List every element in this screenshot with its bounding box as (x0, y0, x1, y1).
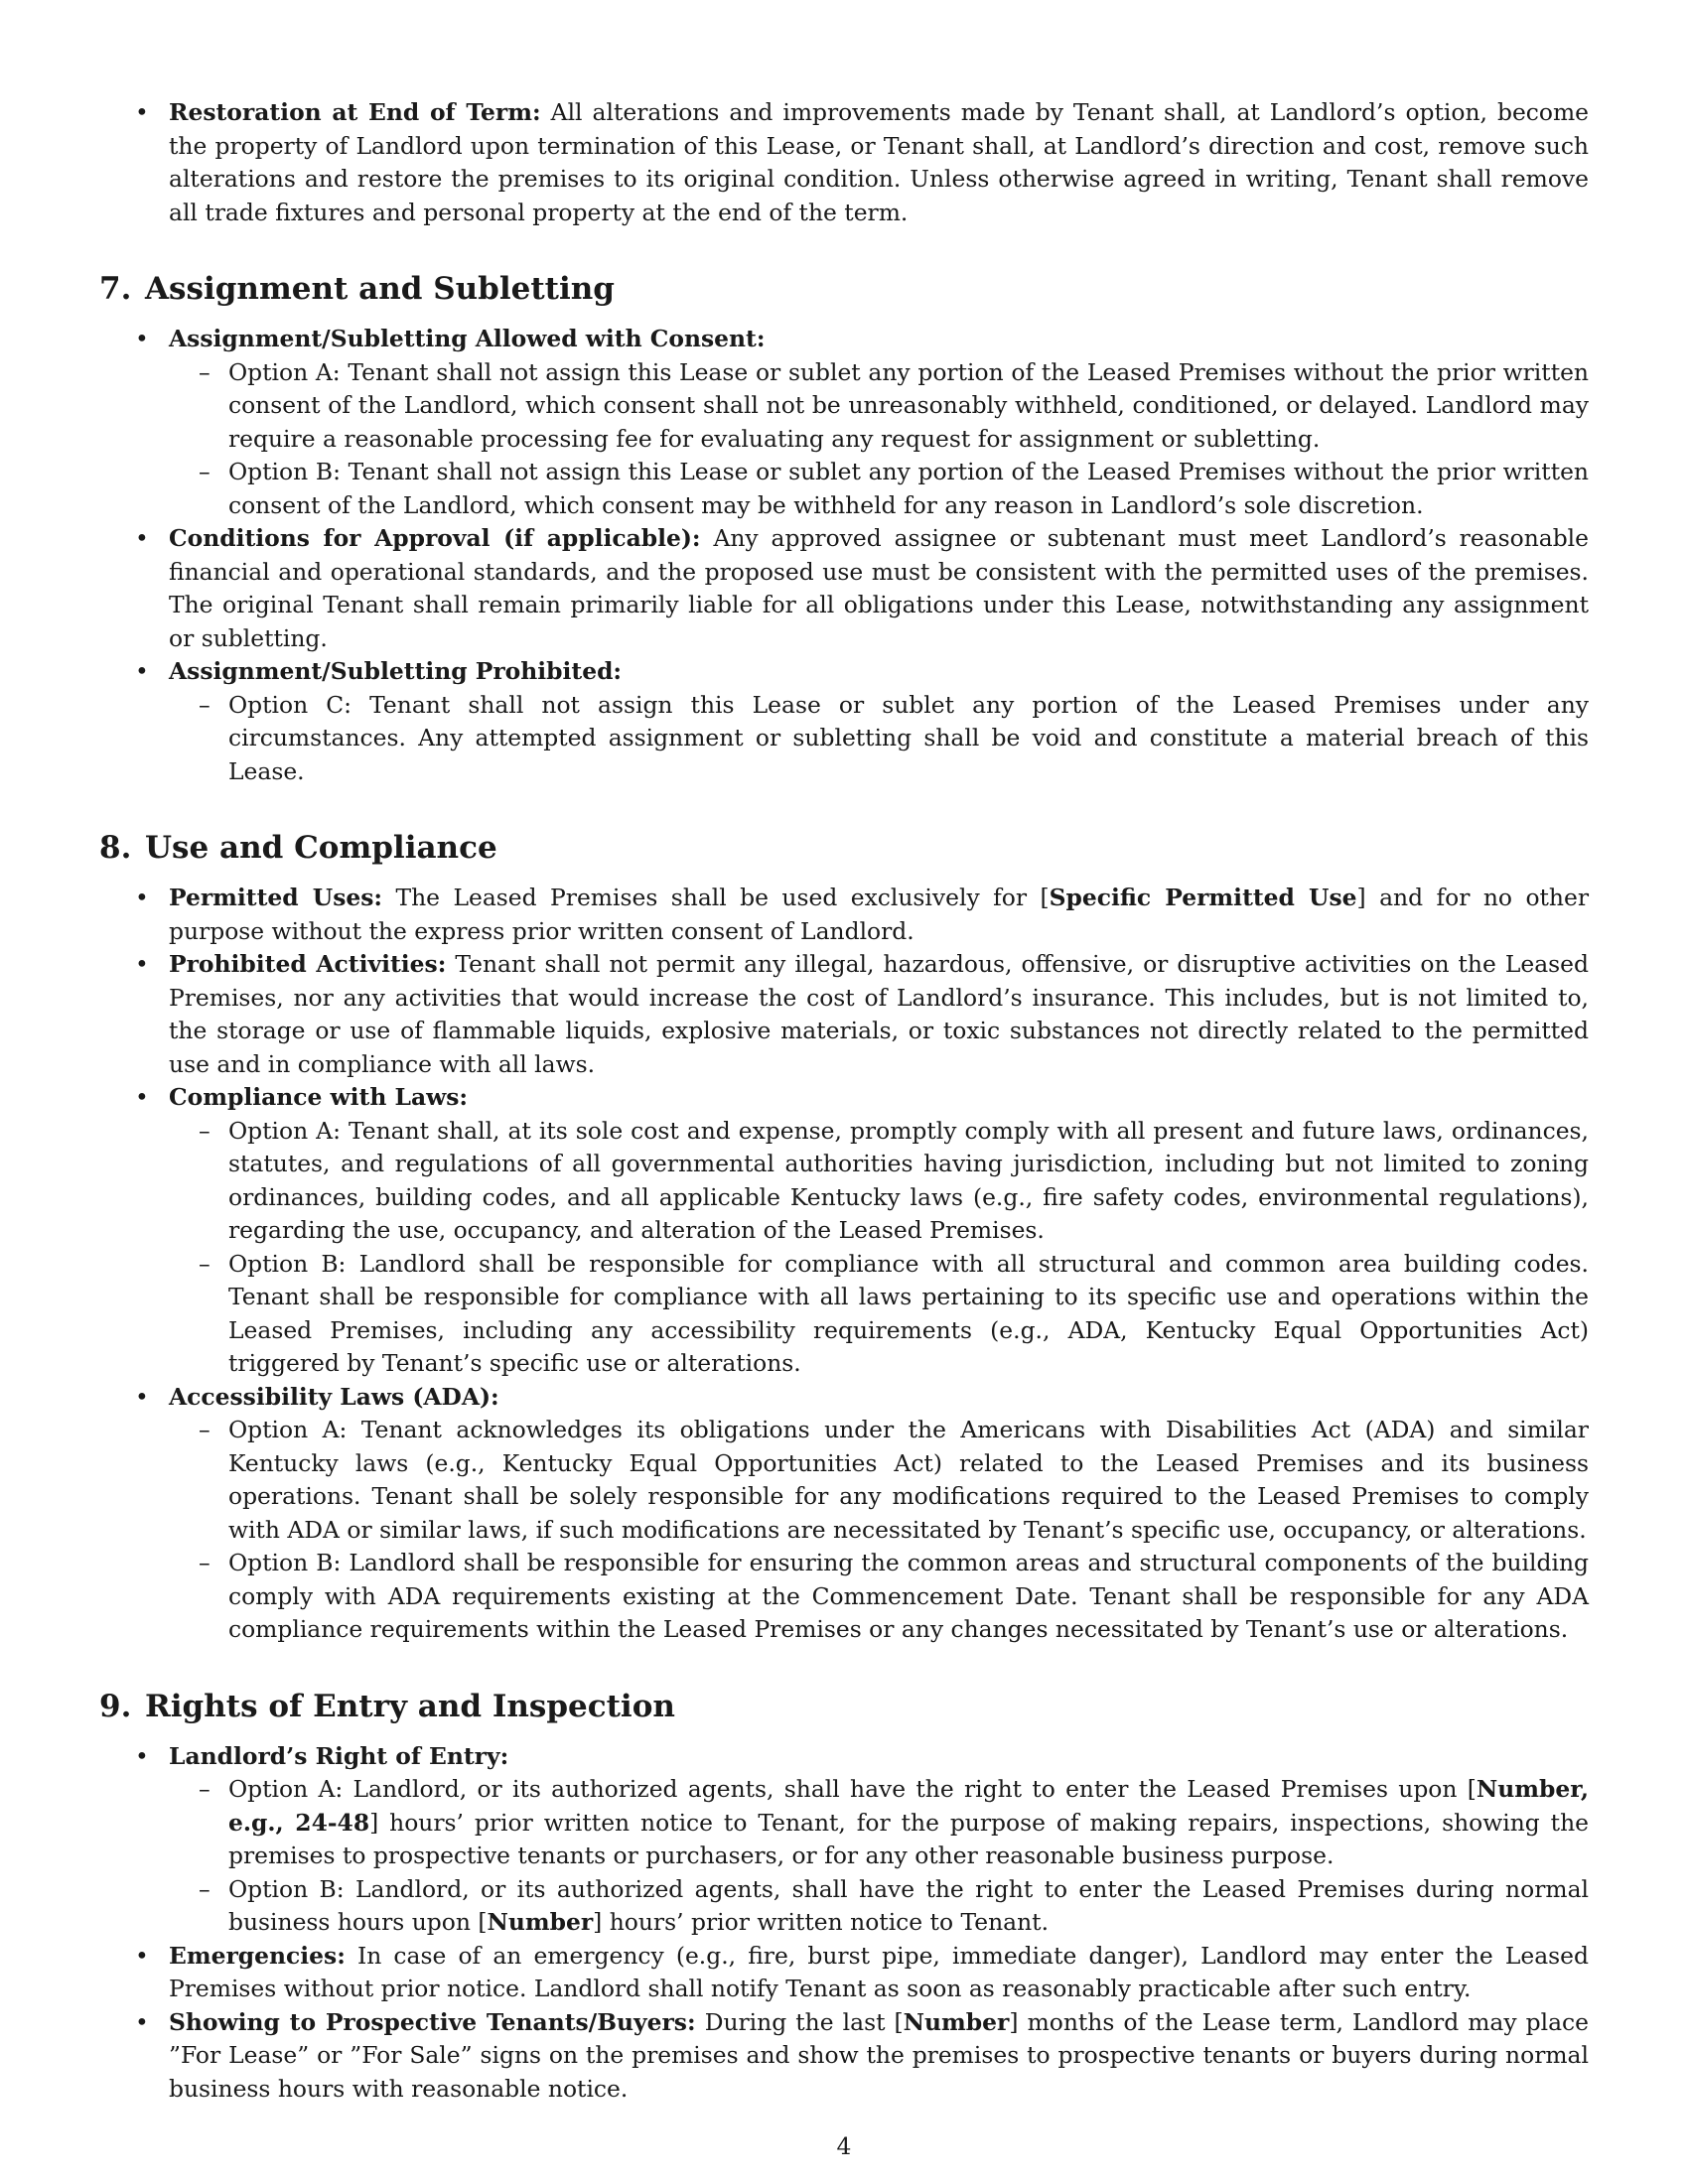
bullet-icon: • (135, 657, 149, 685)
item-label: Emergencies: (169, 1941, 346, 1970)
prohibited-options (169, 689, 1589, 789)
list-item-prohibited (99, 655, 1589, 788)
item-text: During the last [ (704, 2007, 904, 2036)
list-item-restoration (99, 96, 1589, 229)
section-heading-7 (99, 269, 1589, 309)
option-text: Option B: Landlord shall be responsible for compliance with all structural and common area building codes. Tenant shall be responsible for compliance with all laws pertaining to its specific use and operations within the Leased Premises, including any accessibility requirements (e.g., ADA, Kentucky Equal Opportunities Act) triggered by Tenant’s specific use or alterations. (228, 1249, 1589, 1377)
option-text: Option C: Tenant shall not assign this Lease or sublet any portion of the Leased Premises under any circumstances. Any attempted assignment or subletting shall be void and constitute a material breach of this Lease. (228, 690, 1589, 785)
dash-icon: – (199, 458, 211, 485)
section-title: Rights of Entry and Inspection (145, 1688, 675, 1724)
placeholder-field: Specific Permitted Use (1049, 884, 1357, 911)
option-text: ] hours’ prior written notice to Tenant, for the purpose of making repairs, inspections, showing the premises to prospective tenants or purchasers, or for any other reasonable business purpose. (228, 1808, 1589, 1869)
restoration-list (99, 96, 1589, 229)
compliance-options (169, 1115, 1589, 1381)
list-item-prohibited-activities (99, 948, 1589, 1081)
bullet-icon: • (135, 1382, 149, 1411)
item-label: Restoration at End of Term: (169, 98, 541, 126)
item-label: Assignment/Subletting Prohibited: (169, 657, 623, 685)
list-item-right-of-entry (99, 1740, 1589, 1940)
dash-icon: – (199, 1116, 211, 1145)
option-text: Option B: Landlord, or its authorized agents, shall have the right to enter the Leased Premises during normal business hours upon [ (228, 1874, 1589, 1936)
page-number: 4 (836, 2132, 852, 2160)
placeholder-field: Number (487, 1908, 594, 1936)
option-text: Option A: Tenant shall, at its sole cost and expense, promptly comply with all present and future laws, ordinances, statutes, and regulations of all governmental authorities having jurisdiction, including but not limited to zoning ordinances, building codes, and all applicable Kentucky laws (e.g., fire safety codes, environmental regulations), regarding the use, occupancy, and alteration of the Leased Premises. (228, 1116, 1589, 1244)
item-label: Landlord’s Right of Entry: (169, 1741, 509, 1770)
dash-icon: – (199, 1249, 211, 1278)
bullet-icon: • (135, 1741, 149, 1770)
bullet-icon: • (135, 884, 149, 911)
option-a (169, 1115, 1589, 1248)
dash-icon: – (199, 1549, 211, 1576)
option-a (169, 1773, 1589, 1873)
option-b (169, 456, 1589, 522)
dash-icon: – (199, 357, 211, 386)
placeholder-field: Number (903, 2007, 1010, 2036)
section-number: 8. (99, 830, 132, 866)
dash-icon: – (199, 1874, 211, 1903)
bullet-icon: • (135, 524, 149, 552)
section-9-list (99, 1740, 1589, 2107)
dash-icon: – (199, 1416, 211, 1443)
bullet-icon: • (135, 2007, 149, 2036)
ada-options (169, 1414, 1589, 1647)
section-title: Use and Compliance (145, 830, 497, 866)
list-item-conditions (99, 522, 1589, 655)
item-text: The Leased Premises shall be used exclusively for [ (395, 884, 1050, 911)
option-text: Option A: Tenant shall not assign this Lease or sublet any portion of the Leased Premises without the prior written consent of the Landlord, which consent shall not be unreasonably withheld, conditioned, or delayed. Landlord may require a reasonable processing fee for evaluating any request for assignment or subletting. (228, 357, 1589, 453)
dash-icon: – (199, 690, 211, 719)
section-8-list (99, 882, 1589, 1647)
section-heading-9 (99, 1687, 1589, 1726)
item-text: In case of an emergency (e.g., fire, burst pipe, immediate danger), Landlord may enter the Leased Premises without prior notice. Landlord shall notify Tenant as soon as reasonably practicable after such entry. (169, 1941, 1589, 2002)
option-c (169, 689, 1589, 789)
item-label: Compliance with Laws: (169, 1083, 469, 1111)
option-b (169, 1547, 1589, 1647)
bullet-icon: • (135, 950, 149, 978)
bullet-icon: • (135, 325, 149, 352)
list-item-consent (99, 323, 1589, 522)
dash-icon: – (199, 1775, 211, 1803)
item-label: Conditions for Approval (if applicable): (169, 524, 701, 552)
section-7-list (99, 323, 1589, 788)
option-text: Option B: Landlord shall be responsible for ensuring the common areas and structural components of the building comply with ADA requirements existing at the Commencement Date. Tenant shall be responsible for any ADA compliance requirements within the Leased Premises or any changes necessitated by Tenant’s use or alterations. (228, 1549, 1589, 1643)
section-title: Assignment and Subletting (145, 271, 615, 307)
item-text: Any approved assignee or subtenant must meet Landlord’s reasonable financial and operational standards, and the proposed use must be consistent with the permitted uses of the premises. The original Tenant shall remain primarily liable for all obligations under this Lease, notwithstanding any assignment or subletting. (169, 524, 1589, 652)
bullet-icon: • (135, 98, 149, 126)
list-item-compliance (99, 1081, 1589, 1381)
list-item-emergencies (99, 1940, 1589, 2006)
option-b (169, 1873, 1589, 1940)
option-text: Option A: Tenant acknowledges its obligations under the Americans with Disabilities Act (ADA) and similar Kentucky laws (e.g., Kentucky Equal Opportunities Act) related to the Leased Premises and its business operations. Tenant shall be solely responsible for any modifications required to the Leased Premises to comply with ADA or similar laws, if such modifications are necessitated by Tenant’s specific use, occupancy, or alterations. (228, 1416, 1589, 1544)
option-a (169, 1414, 1589, 1547)
item-label: Accessibility Laws (ADA): (169, 1382, 499, 1411)
bullet-icon: • (135, 1083, 149, 1111)
section-number: 7. (99, 271, 132, 307)
bullet-icon: • (135, 1941, 149, 1970)
entry-options (169, 1773, 1589, 1940)
list-item-permitted-uses (99, 882, 1589, 948)
item-text: ] months of the Lease term, Landlord may place ”For Lease” or ”For Sale” signs on the premises and show the premises to prospective tenants or buyers during normal business hours with reasonable notice. (169, 2007, 1589, 2103)
item-label: Showing to Prospective Tenants/Buyers: (169, 2007, 696, 2036)
list-item-ada (99, 1381, 1589, 1647)
item-label: Prohibited Activities: (169, 950, 447, 978)
option-b (169, 1248, 1589, 1381)
document-page (99, 96, 1589, 2106)
section-number: 9. (99, 1688, 132, 1724)
item-text: Tenant shall not permit any illegal, hazardous, offensive, or disruptive activities on the Leased Premises, nor any activities that would increase the cost of Landlord’s insurance. This includes, but is not limited to, the storage or use of flammable liquids, explosive materials, or toxic substances not directly related to the permitted use and in compliance with all laws. (169, 950, 1589, 1078)
item-label: Assignment/Subletting Allowed with Consent: (169, 325, 766, 352)
option-text: Option A: Landlord, or its authorized agents, shall have the right to enter the Leased Premises upon [ (228, 1775, 1477, 1803)
option-a (169, 356, 1589, 457)
option-text: ] hours’ prior written notice to Tenant. (593, 1908, 1050, 1936)
list-item-showing (99, 2006, 1589, 2107)
section-heading-8 (99, 828, 1589, 868)
item-text: ] and for no other purpose without the express prior written consent of Landlord. (169, 884, 1590, 945)
item-label: Permitted Uses: (169, 884, 383, 911)
consent-options (169, 356, 1589, 523)
placeholder-field: Number, e.g., 24-48 (228, 1775, 1589, 1837)
option-text: Option B: Tenant shall not assign this Lease or sublet any portion of the Leased Premises without the prior written consent of the Landlord, which consent may be withheld for any reason in Landlord’s sole discretion. (228, 458, 1589, 519)
item-text: All alterations and improvements made by Tenant shall, at Landlord’s option, become the property of Landlord upon termination of this Lease, or Tenant shall, at Landlord’s direction and cost, remove such alterations and restore the premises to its original condition. Unless otherwise agreed in writing, Tenant shall remove all trade fixtures and personal property at the end of the term. (169, 98, 1590, 226)
